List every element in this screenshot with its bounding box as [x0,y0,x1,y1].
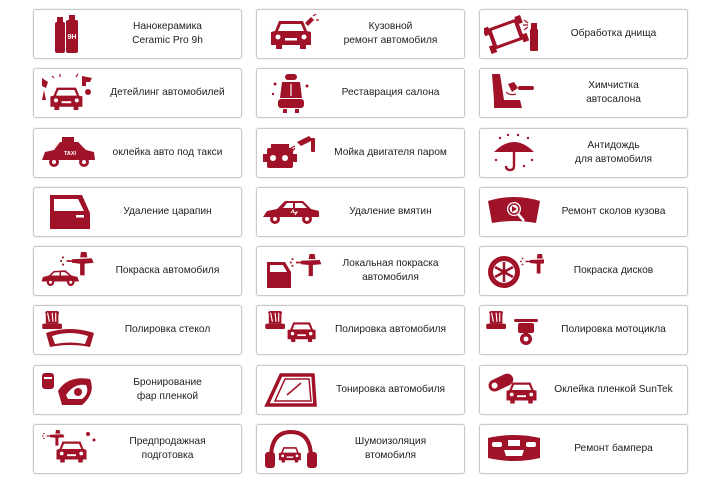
service-label: Шумоизоляция втомобиля [354,436,427,462]
service-card[interactable] [256,9,465,59]
services-grid [33,9,688,474]
service-label: Кузовной ремонт автомобиля [343,21,438,46]
headlight-film-icon [36,367,100,413]
service-card[interactable] [479,68,688,118]
bumper-icon [482,426,546,472]
service-label: Предпродажная подготовка [129,436,206,462]
spray-gun-door-icon [259,248,323,294]
service-card[interactable] [256,365,465,415]
service-label: Антидождь для автомобиля [575,139,652,165]
service-card[interactable] [33,187,242,237]
service-label: Ремонт бампера [574,443,653,455]
service-card[interactable] [479,246,688,296]
service-card[interactable] [479,128,688,178]
window-tint-icon [259,367,323,413]
windshield-chip-icon [482,189,546,235]
engine-steam-wash-icon [259,130,323,176]
service-label: Мойка двигателя паром [334,146,447,158]
service-label: Оклейка пленкой SunTek [554,383,673,395]
svg-text:TAXI: TAXI [63,150,77,157]
service-label: Обработка днища [570,28,657,39]
service-label: Полировка мотоцикла [561,324,666,336]
service-card[interactable] [479,365,688,415]
service-card[interactable] [33,365,242,415]
service-label: Тонировка автомобиля [335,383,446,395]
service-label: Реставрация салона [341,87,440,99]
service-label: Химчистка автосалона [586,80,641,106]
service-card[interactable] [256,128,465,178]
polisher-car-icon [259,307,323,353]
polisher-windshield-icon [36,307,100,353]
service-card[interactable] [33,424,242,474]
polisher-motorcycle-icon [482,307,546,353]
car-seat-restoration-icon [259,70,323,116]
underbody-spray-icon [482,11,546,57]
spray-gun-car-icon [36,248,100,294]
service-label: Полировка стекол [124,324,211,336]
service-label: Нанокерамика Ceramic Pro 9h [132,21,203,46]
car-body-repair-icon [259,11,323,57]
car-door-scratch-icon [36,189,100,235]
service-label: Локальная покраска автомобиля [342,258,439,284]
wheel-spray-icon [482,248,546,294]
service-card[interactable] [33,305,242,355]
service-label: Удаление вмятин [349,205,432,217]
detailing-car-icon [36,70,100,116]
service-card[interactable] [479,305,688,355]
service-card[interactable] [479,9,688,59]
service-card[interactable] [33,9,242,59]
service-card[interactable] [33,128,242,178]
seat-cleaning-icon [482,70,546,116]
service-label: оклейка авто под такси [112,146,223,158]
taxi-car-icon [36,130,100,176]
film-roll-car-icon [482,367,546,413]
service-label: Ремонт сколов кузова [561,205,666,217]
service-label: Покраска дисков [573,265,654,277]
service-card[interactable] [256,246,465,296]
svg-text:9H: 9H [67,34,77,41]
soundproofing-headphones-icon [259,426,323,472]
service-label: Полировка автомобиля [334,324,447,336]
service-label: Удаление царапин [123,205,212,217]
presale-car-icon [36,426,100,472]
ceramic-bottles-icon [36,11,100,57]
service-card[interactable] [256,187,465,237]
service-card[interactable] [479,187,688,237]
service-card[interactable] [256,68,465,118]
service-card[interactable] [256,305,465,355]
service-card[interactable] [33,68,242,118]
service-label: Бронирование фар пленкой [133,376,202,402]
service-label: Детейлинг автомобилей [110,87,225,99]
service-card[interactable] [479,424,688,474]
service-card[interactable] [33,246,242,296]
umbrella-rain-icon [482,130,546,176]
service-label: Покраска автомобиля [115,265,220,277]
service-card[interactable] [256,424,465,474]
car-dent-icon [259,189,323,235]
